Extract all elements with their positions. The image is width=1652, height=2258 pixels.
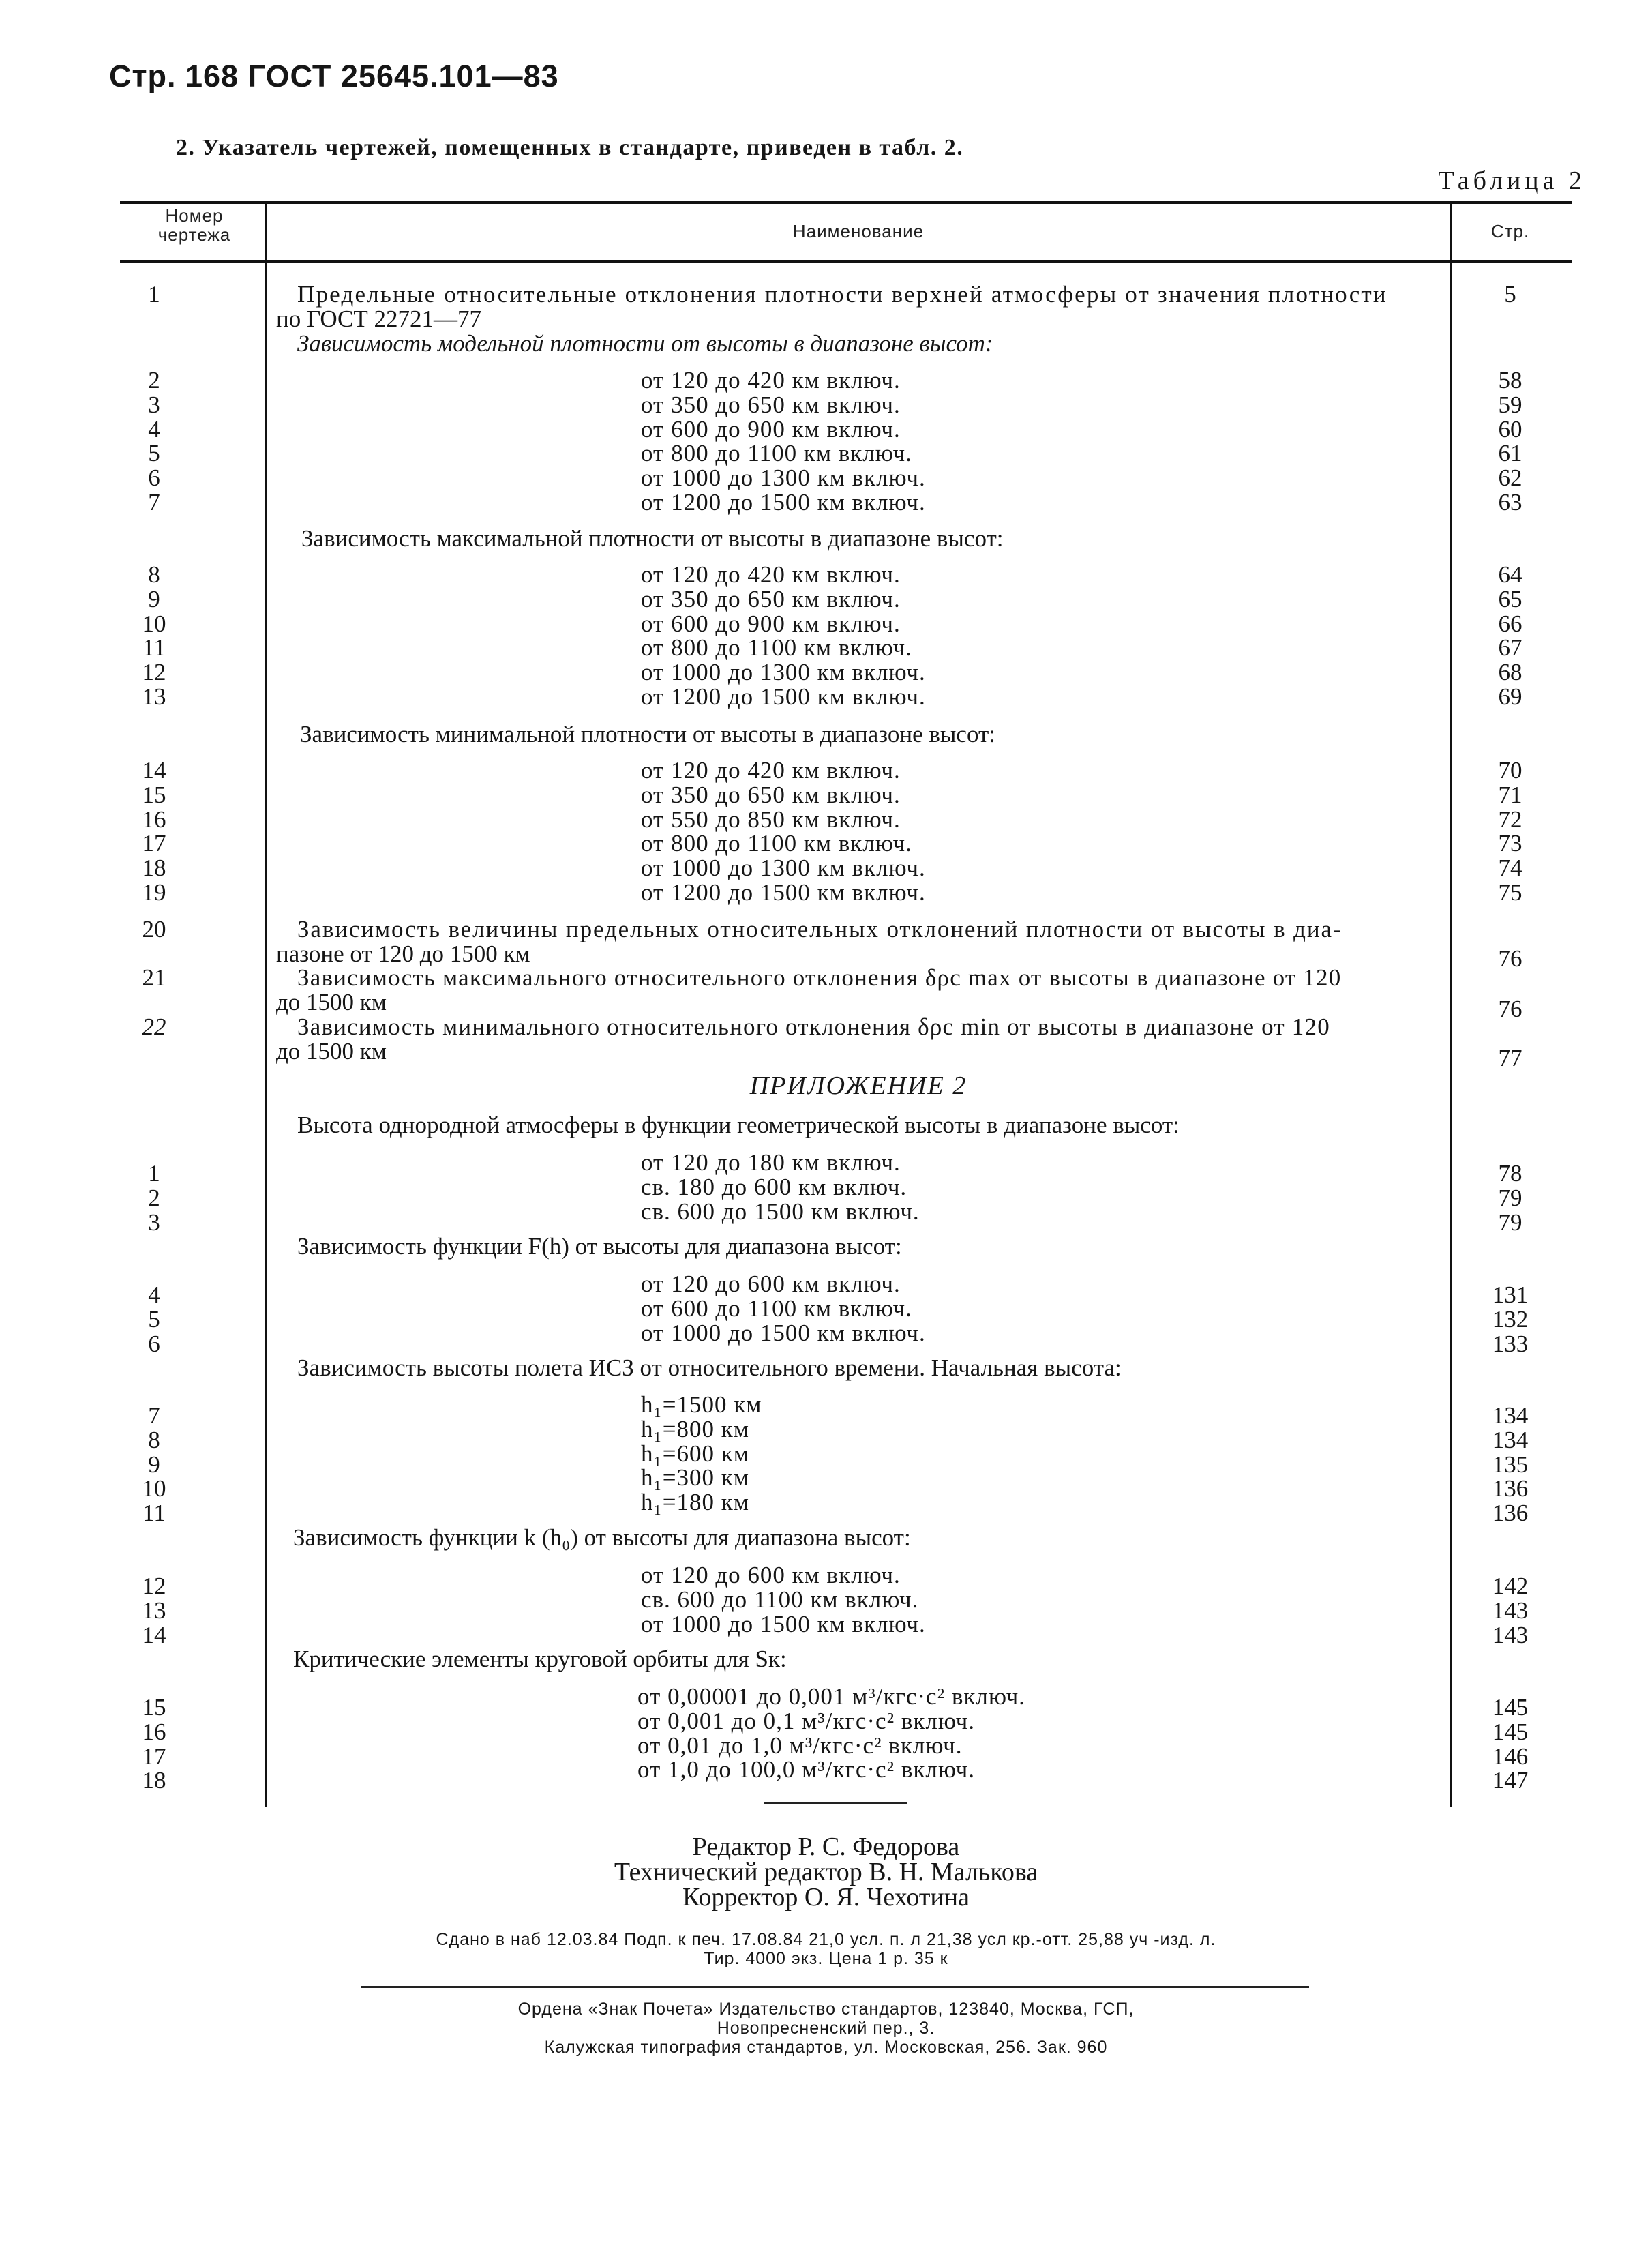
- publisher-line: Калужская типография стандартов, ул. Московская, 256. Зак. 960: [544, 2038, 1108, 2057]
- row-page: 145: [1492, 1718, 1529, 1745]
- row-page: 65: [1498, 585, 1522, 612]
- row-page: 70: [1498, 757, 1522, 784]
- row-text: от 350 до 650 км включ.: [641, 391, 901, 418]
- row-page: 134: [1492, 1402, 1529, 1429]
- row-number: 4: [148, 415, 160, 443]
- row-page: 79: [1498, 1208, 1522, 1236]
- row-text: от 1200 до 1500 км включ.: [641, 489, 926, 516]
- row-text: от 120 до 600 км включ.: [641, 1271, 901, 1297]
- row-text: от 1200 до 1500 км включ.: [641, 879, 926, 906]
- row-text: от 0,001 до 0,1 м³/кгс·с² включ.: [637, 1707, 975, 1734]
- group-title: Зависимость модельной плотности от высоты в диапазоне высот:: [297, 330, 993, 357]
- row-number: 15: [142, 781, 166, 808]
- proofreader-line: Корректор О. Я. Чехотина: [682, 1883, 970, 1912]
- row-text: от 120 до 420 км включ.: [641, 367, 901, 393]
- row-page: 75: [1498, 879, 1522, 906]
- row-number: 6: [148, 464, 160, 492]
- intro-text: 2. Указатель чертежей, помещенных в стандарте, приведен в табл. 2.: [176, 135, 964, 160]
- row-number: 12: [142, 659, 166, 686]
- row-number: 13: [142, 683, 166, 710]
- row-text: Зависимость минимального относительного отклонения δρc min от высоты в диапазоне от 120: [297, 1013, 1330, 1040]
- row-page: 69: [1498, 683, 1522, 710]
- row-number: 2: [148, 1184, 160, 1211]
- row-number: 18: [142, 1767, 166, 1794]
- row-number: 7: [148, 1402, 160, 1429]
- row-page: 61: [1498, 440, 1522, 467]
- row-number: 16: [142, 1718, 166, 1745]
- row-text: h₁=800 км: [641, 1415, 749, 1442]
- row-number: 10: [142, 1475, 166, 1502]
- group-title: Зависимость функции F(h) от высоты для диапазона высот:: [297, 1233, 902, 1260]
- row-text: от 1,0 до 100,0 м³/кгс·с² включ.: [637, 1756, 975, 1783]
- row-text: от 600 до 1100 км включ.: [641, 1294, 912, 1322]
- row-text: от 0,00001 до 0,001 м³/кгс·с² включ.: [637, 1683, 1025, 1710]
- row-number: 9: [148, 1451, 160, 1478]
- group-title: Зависимость высоты полета ИСЗ от относительного времени. Начальная высота:: [297, 1354, 1122, 1381]
- row-number: 1: [148, 281, 160, 308]
- row-text: от 120 до 600 км включ.: [641, 1562, 901, 1588]
- header-page: Стр.: [1490, 221, 1530, 241]
- row-page: 143: [1492, 1596, 1529, 1624]
- row-page: 62: [1498, 464, 1522, 492]
- table-caption: Таблица 2: [1438, 166, 1586, 195]
- row-number: 15: [142, 1694, 166, 1721]
- page-header: Стр. 168 ГОСТ 25645.101—83: [109, 59, 559, 93]
- row-text: от 350 до 650 км включ.: [641, 585, 901, 612]
- row-text: Зависимость величины предельных относительных отклонений плотности от высоты в диа-: [297, 916, 1342, 942]
- row-page: 146: [1492, 1742, 1529, 1770]
- header-number: Номер чертежа: [157, 205, 231, 245]
- row-page: 134: [1492, 1426, 1529, 1453]
- row-page: 71: [1498, 781, 1522, 808]
- row-text: от 1000 до 1500 км включ.: [641, 1319, 926, 1346]
- row-number: 5: [148, 440, 160, 467]
- row-text: от 600 до 900 км включ.: [641, 610, 901, 637]
- group-title: Зависимость минимальной плотности от высоты в диапазоне высот:: [300, 721, 996, 747]
- row-text: от 1000 до 1300 км включ.: [641, 659, 926, 686]
- row-page: 131: [1492, 1281, 1529, 1308]
- row-number: 2: [148, 367, 160, 393]
- row-text: до 1500 км: [276, 989, 387, 1015]
- publisher-line: Новопресненский пер., 3.: [717, 2019, 935, 2038]
- row-text: от 1000 до 1500 км включ.: [641, 1610, 926, 1637]
- group-title: Критические элементы круговой орбиты для Sк:: [293, 1646, 787, 1672]
- row-page: 68: [1498, 659, 1522, 686]
- row-page: 142: [1492, 1573, 1529, 1599]
- row-text: от 120 до 420 км включ.: [641, 757, 901, 784]
- row-page: 64: [1498, 561, 1522, 588]
- row-page: 132: [1492, 1305, 1529, 1333]
- row-number: 20: [142, 916, 166, 942]
- row-number: 19: [142, 879, 166, 906]
- row-text: h₁=300 км: [641, 1464, 749, 1491]
- row-page: 145: [1492, 1694, 1529, 1721]
- row-number: 14: [142, 1621, 166, 1648]
- row-number: 11: [142, 1500, 166, 1527]
- row-number: 5: [148, 1305, 160, 1333]
- row-number: 16: [142, 805, 166, 833]
- row-page: 58: [1498, 367, 1522, 393]
- row-number: 3: [148, 391, 160, 418]
- row-page: 67: [1498, 634, 1522, 662]
- row-text: Предельные относительные отклонения плотности верхней атмосферы от значения плотности: [297, 281, 1387, 308]
- row-number: 4: [148, 1281, 160, 1308]
- row-text: до 1500 км: [276, 1038, 387, 1065]
- row-text: пазоне от 120 до 1500 км: [276, 940, 530, 967]
- row-page: 79: [1498, 1184, 1522, 1211]
- row-page: 143: [1492, 1621, 1529, 1648]
- row-text: от 350 до 650 км включ.: [641, 781, 901, 808]
- row-page: 66: [1498, 610, 1522, 637]
- row-text: от 1000 до 1300 км включ.: [641, 464, 926, 492]
- row-number: 17: [142, 1742, 166, 1770]
- row-number: 11: [142, 634, 166, 662]
- row-page: 147: [1492, 1767, 1529, 1794]
- row-text: h₁=600 км: [641, 1440, 749, 1467]
- row-page: 72: [1498, 805, 1522, 833]
- row-number: 17: [142, 830, 166, 857]
- row-number: 7: [148, 489, 160, 516]
- row-number: 1: [148, 1160, 160, 1187]
- header-name: Наименование: [792, 221, 925, 241]
- row-page: 76: [1498, 945, 1522, 972]
- row-number: 8: [148, 561, 160, 588]
- row-page: 5: [1504, 281, 1516, 308]
- group-title: Зависимость функции k (h₀) от высоты для диапазона высот:: [293, 1524, 911, 1551]
- row-number: 21: [142, 964, 166, 991]
- row-number: 13: [142, 1596, 166, 1624]
- row-page: 59: [1498, 391, 1522, 418]
- row-page: 63: [1498, 489, 1522, 516]
- row-text: от 800 до 1100 км включ.: [641, 830, 912, 857]
- row-text: h₁=180 км: [641, 1489, 749, 1516]
- row-number: 14: [142, 757, 166, 784]
- row-page: 136: [1492, 1500, 1529, 1527]
- row-page: 73: [1498, 830, 1522, 857]
- table-end-rule: [764, 1802, 907, 1804]
- row-page: 135: [1492, 1451, 1529, 1478]
- row-text: от 1200 до 1500 км включ.: [641, 683, 926, 710]
- row-page: 60: [1498, 415, 1522, 443]
- row-text: от 550 до 850 км включ.: [641, 805, 901, 833]
- row-number: 18: [142, 855, 166, 882]
- publisher-line: Ордена «Знак Почета» Издательство стандартов, 123840, Москва, ГСП,: [517, 2000, 1135, 2019]
- row-page: 78: [1498, 1160, 1522, 1187]
- row-text: св. 180 до 600 км включ.: [641, 1173, 907, 1200]
- row-text: от 0,01 до 1,0 м³/кгс·с² включ.: [637, 1732, 963, 1759]
- row-number: 3: [148, 1208, 160, 1236]
- row-number: 22: [142, 1013, 166, 1040]
- row-number: 10: [142, 610, 166, 637]
- row-text: от 800 до 1100 км включ.: [641, 634, 912, 662]
- print-info-line: Сдано в наб 12.03.84 Подп. к печ. 17.08.84 21,0 усл. п. л 21,38 усл кр.-отт. 25,88 уч -изд. л.: [436, 1930, 1216, 1949]
- row-text: от 1000 до 1300 км включ.: [641, 855, 926, 882]
- row-text: от 120 до 420 км включ.: [641, 561, 901, 588]
- tech-editor-line: Технический редактор В. Н. Малькова: [614, 1858, 1038, 1886]
- group-title: Высота однородной атмосферы в функции геометрической высоты в диапазоне высот:: [297, 1112, 1180, 1138]
- row-text: по ГОСТ 22721—77: [276, 306, 482, 332]
- row-text: от 800 до 1100 км включ.: [641, 440, 912, 467]
- colophon-rule: [361, 1986, 1309, 1988]
- row-page: 77: [1498, 1045, 1522, 1071]
- row-text: Зависимость максимального относительного отклонения δρc max от высоты в диапазоне от 120: [297, 964, 1342, 991]
- row-page: 136: [1492, 1475, 1529, 1502]
- row-text: h₁=1500 км: [641, 1391, 762, 1418]
- row-text: св. 600 до 1500 км включ.: [641, 1198, 920, 1225]
- row-number: 6: [148, 1330, 160, 1357]
- row-page: 74: [1498, 855, 1522, 882]
- row-number: 9: [148, 585, 160, 612]
- print-info-line: Тир. 4000 экз. Цена 1 р. 35 к: [704, 1949, 948, 1968]
- editor-line: Редактор Р. С. Федорова: [692, 1832, 960, 1861]
- row-text: от 120 до 180 км включ.: [641, 1149, 901, 1176]
- row-text: св. 600 до 1100 км включ.: [641, 1586, 919, 1613]
- group-title: Зависимость максимальной плотности от высоты в диапазоне высот:: [301, 525, 1004, 552]
- appendix-title: ПРИЛОЖЕНИЕ 2: [749, 1071, 967, 1100]
- row-text: от 600 до 900 км включ.: [641, 415, 901, 443]
- row-page: 133: [1492, 1330, 1529, 1357]
- row-number: 12: [142, 1573, 166, 1599]
- row-page: 76: [1498, 996, 1522, 1022]
- row-number: 8: [148, 1426, 160, 1453]
